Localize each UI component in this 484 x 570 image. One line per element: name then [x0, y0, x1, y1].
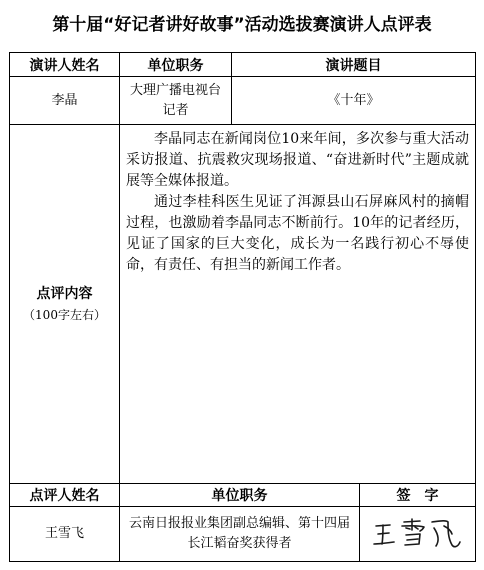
reviewer-unit: 云南日报报业集团副总编辑、第十四届长江韬奋奖获得者: [119, 506, 360, 562]
speaker-name: 李晶: [9, 76, 120, 125]
review-sublabel: （100字左右）: [23, 308, 106, 322]
reviewer-name: 王雪飞: [9, 506, 120, 562]
header-reviewer-name: 点评人姓名: [9, 483, 120, 507]
review-paragraph: 通过李桂科医生见证了洱源县山石屏麻风村的摘帽过程，也激励着李晶同志不断前行。10年的记者经历，见证了国家的巨大变化，成长为一名践行初心不辱使命，有责任、有担当的新闻工作者。: [126, 194, 469, 273]
review-label-cell: [9, 124, 120, 484]
header-speaker-name: 演讲人姓名: [9, 52, 120, 77]
speech-topic: 《十年》: [231, 76, 476, 125]
review-paragraph: 李晶同志在新闻岗位10来年间，多次参与重大活动采访报道、抗震救灾现场报道、“奋进新时代”主题成就展等全媒体报道。: [126, 131, 469, 189]
reviewer-signature: [359, 506, 476, 562]
signature-image: [368, 514, 468, 554]
header-signature: 签 字: [359, 483, 476, 507]
header-speech-topic: 演讲题目: [231, 52, 476, 77]
header-reviewer-unit: 单位职务: [119, 483, 360, 507]
speaker-unit: 大理广播电视台记者: [119, 76, 232, 125]
review-label: 点评内容: [36, 286, 93, 302]
review-content: [119, 124, 476, 484]
header-unit-position: 单位职务: [119, 52, 232, 77]
form-title: 第十届“好记者讲好故事”活动选拔赛演讲人点评表: [52, 15, 432, 35]
